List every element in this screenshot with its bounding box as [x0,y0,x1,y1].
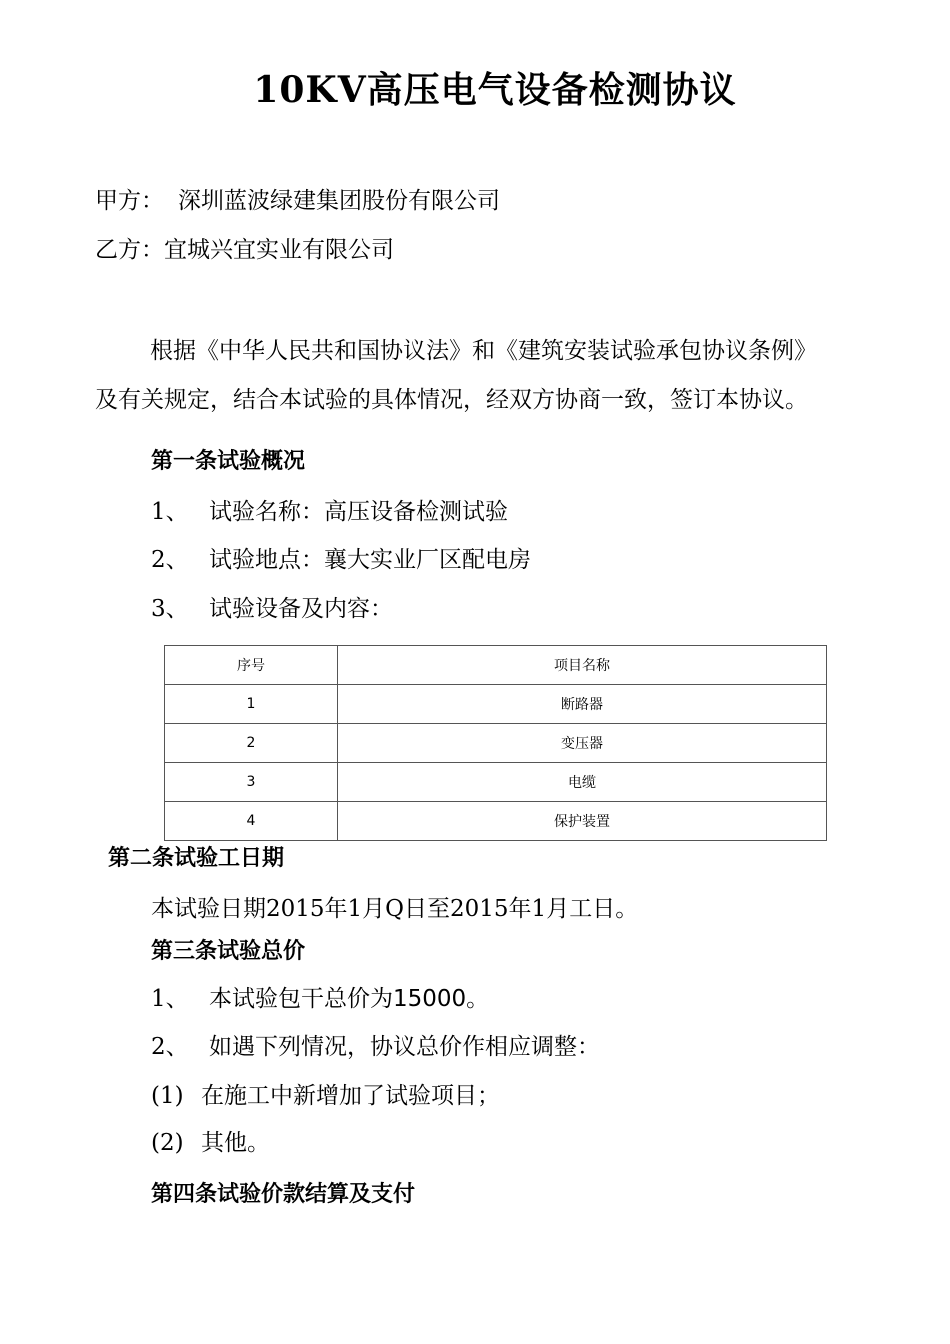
party-b-line [95,236,394,264]
item-suffix: 。 [466,986,490,1012]
article-2-text: 本试验日期2015年1月Q日至2015年1月工日。 [151,896,639,922]
sub-item-number: (2) [151,1130,184,1156]
equipment-table [164,645,827,841]
party-a-line [95,187,500,215]
sub-item-text: 在施工中新增加了试验项目； [201,1083,500,1109]
article-3-item-1 [151,985,489,1013]
table-row [165,802,827,841]
item-text: 试验设备及内容： [209,596,393,622]
sub-item-text: 其他。 [201,1130,270,1156]
article-3-sub-item-1 [151,1082,500,1110]
table-row [165,724,827,763]
column-header-item-name: 项目名称 [338,646,827,685]
item-number: 1、 [151,499,189,525]
article-1-item-2 [151,546,531,574]
item-number: 2、 [151,547,189,573]
row-item-name: 保护装置 [338,802,827,841]
article-3-sub-item-2 [151,1129,270,1157]
article-3-item-2 [151,1033,600,1061]
total-price: 15000 [393,986,467,1012]
item-number: 2、 [151,1034,189,1060]
row-index: 1 [165,685,338,724]
column-header-index: 序号 [165,646,338,685]
document-title: 10KV高压电气设备检测协议 [253,69,737,111]
item-text: 试验地点：襄大实业厂区配电房 [209,547,531,573]
sub-item-number: (1) [151,1083,184,1109]
intro-line-1: 根据《中华人民共和国协议法》和《建筑安装试验承包协议条例》 [150,338,817,364]
row-item-name: 断路器 [338,685,827,724]
table-row [165,763,827,802]
item-number: 3、 [151,596,189,622]
row-index: 4 [165,802,338,841]
article-1-item-1 [151,498,508,526]
row-index: 3 [165,763,338,802]
table-header-row [165,646,827,685]
item-text: 本试验包干总价为 [209,986,393,1012]
item-text: 试验名称：高压设备检测试验 [209,499,508,525]
party-b-name: 宜城兴宜实业有限公司 [164,237,394,263]
item-text: 如遇下列情况，协议总价作相应调整： [209,1034,600,1060]
party-a-label: 甲方： [95,188,164,214]
article-3-heading: 第三条试验总价 [151,939,306,964]
article-4-heading: 第四条试验价款结算及支付 [151,1182,416,1207]
article-2-heading: 第二条试验工日期 [108,846,285,871]
row-index: 2 [165,724,338,763]
table-row [165,685,827,724]
row-item-name: 变压器 [338,724,827,763]
item-number: 1、 [151,986,189,1012]
intro-line-2: 及有关规定，结合本试验的具体情况，经双方协商一致，签订本协议。 [95,387,808,413]
article-1-item-3 [151,595,393,623]
article-1-heading: 第一条试验概况 [151,449,306,474]
party-b-label: 乙方： [95,237,164,263]
party-a-name: 深圳蓝波绿建集团股份有限公司 [178,188,500,214]
row-item-name: 电缆 [338,763,827,802]
